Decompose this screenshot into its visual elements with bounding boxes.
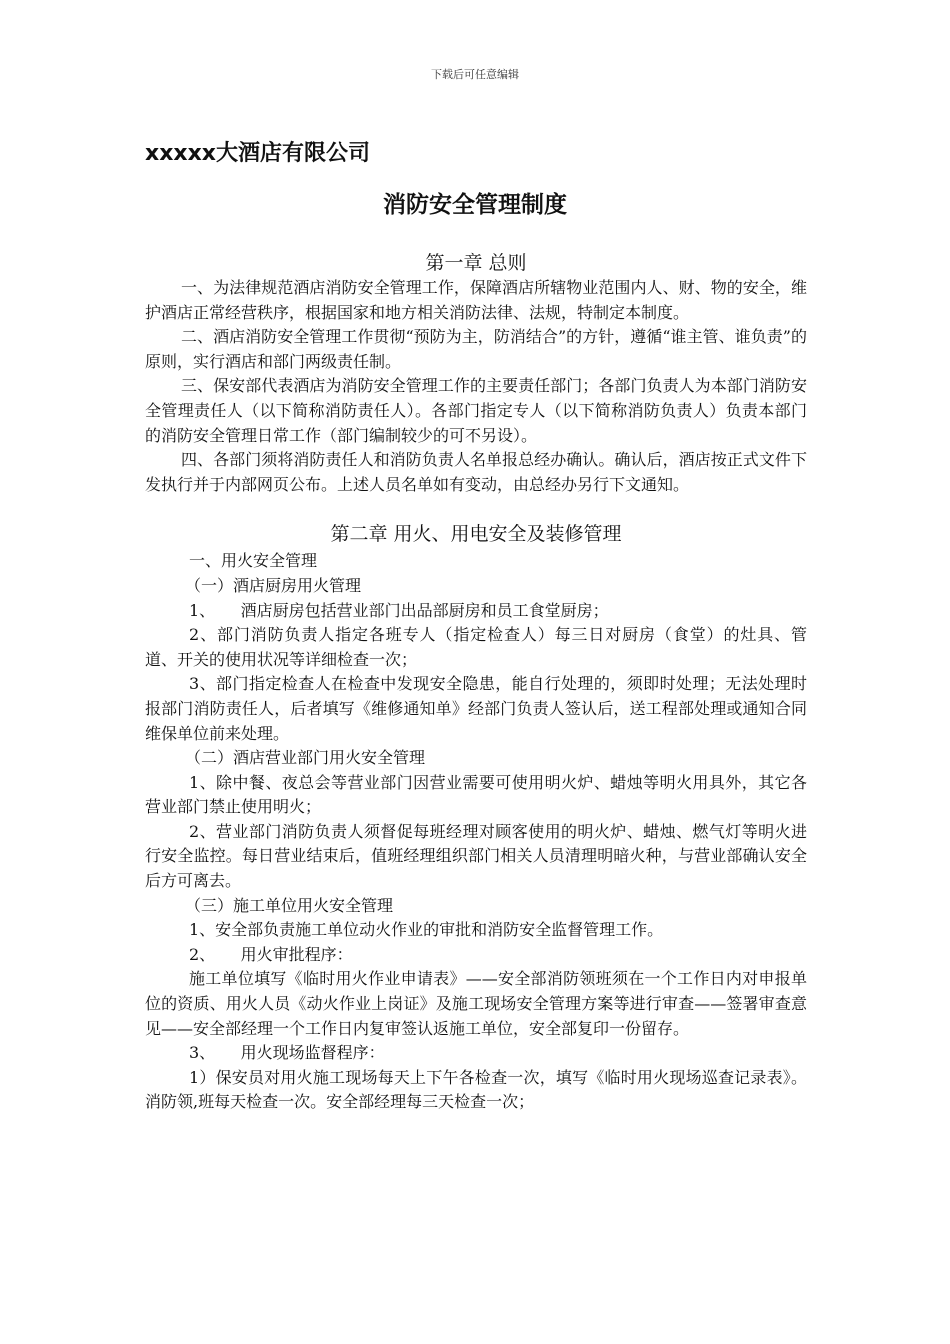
chapter-2-heading: 第二章 用火、用电安全及装修管理: [330, 523, 622, 546]
procedure-text: 施工单位填写《临时用火作业申请表》——安全部消防领班须在一个工作日内对申报单位的资质、用火人员《动火作业上岗证》及施工现场安全管理方案等进行审查——签署审查意见——安全部经理一个工作日内复审签认返施工单位，安全部复印一份留存。: [145, 969, 807, 1038]
company-name: xxxxx大酒店有限公司: [145, 141, 370, 166]
list-item: 1、 酒店厨房包括营业部门出品部厨房和员工食堂厨房；: [189, 600, 609, 620]
section-heading: 一、用火安全管理: [189, 551, 318, 571]
chapter-1-paragraph: 一、为法律规范酒店消防安全管理工作，保障酒店所辖物业范围内人、财、物的安全，维护酒店正常经营秩序，根据国家和地方相关消防法律、法规，特制定本制度。: [145, 278, 807, 322]
subsection-heading: （三）施工单位用火安全管理: [185, 895, 394, 915]
procedure-text: 1）保安员对用火施工现场每天上下午各检查一次，填写《临时用火现场巡查记录表》。消防领,班每天检查一次。安全部经理每三天检查一次；: [145, 1067, 807, 1112]
chapter-1-paragraph: 三、保安部代表酒店为消防安全管理工作的主要责任部门；各部门负责人为本部门消防安全管理责任人（以下简称消防责任人）。各部门指定专人（以下简称消防负责人）负责本部门的消防安全管理日常工作（部门编制较少的可不另设）。: [145, 376, 807, 445]
page-header-note: 下载后可任意编辑: [431, 68, 519, 81]
document-body: [145, 250, 807, 1115]
list-item: 3、部门指定检查人在检查中发现安全隐患，能自行处理的，须即时处理；无法处理时报部门消防责任人，后者填写《维修通知单》经部门负责人签认后，送工程部处理或通知合同维保单位前来处理。: [145, 674, 807, 743]
list-item: 2、部门消防负责人指定各班专人（指定检查人）每三日对厨房（食堂）的灶具、管道、开关的使用状况等详细检查一次；: [145, 625, 807, 669]
list-item: 3、 用火现场监督程序：: [189, 1043, 385, 1063]
list-item: 1、除中餐、夜总会等营业部门因营业需要可使用明火炉、蜡烛等明火用具外，其它各营业部门禁止使用明火；: [145, 772, 807, 817]
list-item: 1、安全部负责施工单位动火作业的审批和消防安全监督管理工作。: [189, 920, 664, 940]
list-item: 2、营业部门消防负责人须督促每班经理对顾客使用的明火炉、蜡烛、燃气灯等明火进行安全监控。每日营业结束后，值班经理组织部门相关人员清理明暗火种，与营业部确认安全后方可离去。: [145, 821, 807, 891]
chapter-1-heading: 第一章 总则: [425, 252, 527, 274]
list-item: 2、 用火审批程序：: [189, 944, 353, 964]
subsection-heading: （一）酒店厨房用火管理: [185, 575, 362, 595]
document-title: 消防安全管理制度: [383, 192, 567, 218]
chapter-1-paragraph: 四、各部门须将消防责任人和消防负责人名单报总经办确认。确认后，酒店按正式文件下发执行并于内部网页公布。上述人员名单如有变动，由总经办另行下文通知。: [145, 450, 807, 494]
subsection-heading: （二）酒店营业部门用火安全管理: [185, 748, 426, 768]
chapter-1-paragraph: 二、酒店消防安全管理工作贯彻“预防为主，防消结合”的方针，遵循“谁主管、谁负责”的原则，实行酒店和部门两级责任制。: [145, 327, 807, 371]
